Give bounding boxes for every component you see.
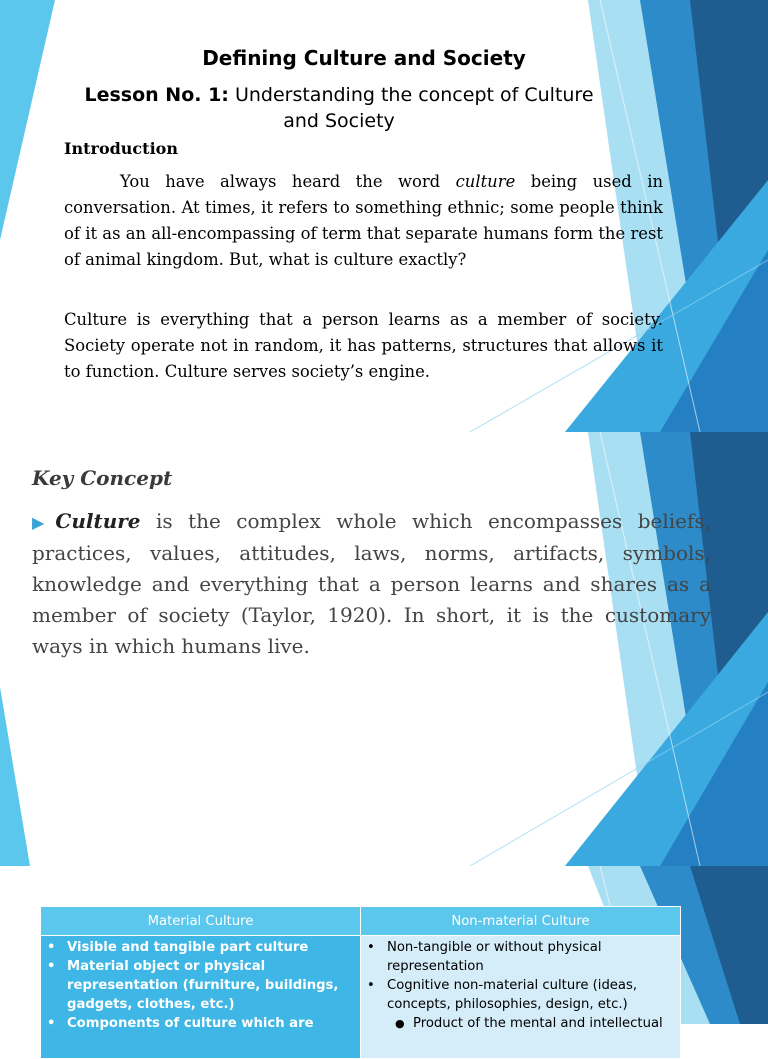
lesson-title bbox=[0, 82, 728, 134]
slide-intro bbox=[0, 0, 768, 432]
key-concept-text bbox=[32, 506, 711, 662]
bullet-arrow-icon: ▶ bbox=[32, 513, 54, 532]
nonmaterial-culture-cell bbox=[361, 936, 681, 1059]
intro-emphasis-culture: culture bbox=[455, 172, 516, 191]
material-item: • Material object or physical representation (furniture, buildings, gadgets, clothes, etc.) bbox=[67, 957, 354, 1014]
nonmaterial-item: • Non-tangible or without physical representation bbox=[387, 938, 674, 976]
key-concept-definition: is the complex whole which encompasses beliefs, practices, values, attitudes, laws, norms, artifacts, symbols, knowledge and everything that a person learns and shares as a member of society (Taylor, 1920). In short, it is the customary ways in which humans live. bbox=[32, 509, 711, 658]
lesson-subtitle: Understanding the concept of Culture and Society bbox=[234, 84, 594, 132]
lesson-number: Lesson No. 1: bbox=[84, 84, 229, 106]
intro-text-a: You have always heard the word bbox=[120, 172, 456, 191]
key-concept-heading: Key Concept bbox=[32, 466, 173, 490]
intro-paragraph-2: Culture is everything that a person learns as a member of society. Society operate not in random, it has patterns, structures that allows it to function. Culture serves society’s engine. bbox=[64, 310, 663, 381]
nonmaterial-subitem: ● Product of the mental and intellectual bbox=[413, 1014, 674, 1033]
material-culture-cell bbox=[41, 936, 361, 1059]
page-title: Defining Culture and Society bbox=[202, 46, 526, 70]
header-material-culture: Material Culture bbox=[41, 907, 361, 936]
culture-comparison-table bbox=[40, 906, 681, 1059]
intro-paragraph-1 bbox=[64, 169, 663, 273]
introduction-heading: Introduction bbox=[64, 139, 178, 158]
nonmaterial-item-text: Cognitive non-material culture (ideas, concepts, philosophies, design, etc.) bbox=[387, 978, 638, 1012]
intro-text-b: being used in conversation. At times, it refers to something ethnic; some people think of it as an all-encompassing of term that separate humans form the rest of animal kingdom. But, what is culture exactly? bbox=[64, 172, 663, 269]
header-nonmaterial-culture: Non-material Culture bbox=[361, 907, 681, 936]
nonmaterial-item bbox=[387, 976, 674, 1033]
material-item: • Components of culture which are bbox=[67, 1014, 354, 1033]
material-item: • Visible and tangible part culture bbox=[67, 938, 354, 957]
left-accent-shape-2 bbox=[0, 687, 30, 866]
key-term-culture: Culture bbox=[55, 509, 141, 533]
